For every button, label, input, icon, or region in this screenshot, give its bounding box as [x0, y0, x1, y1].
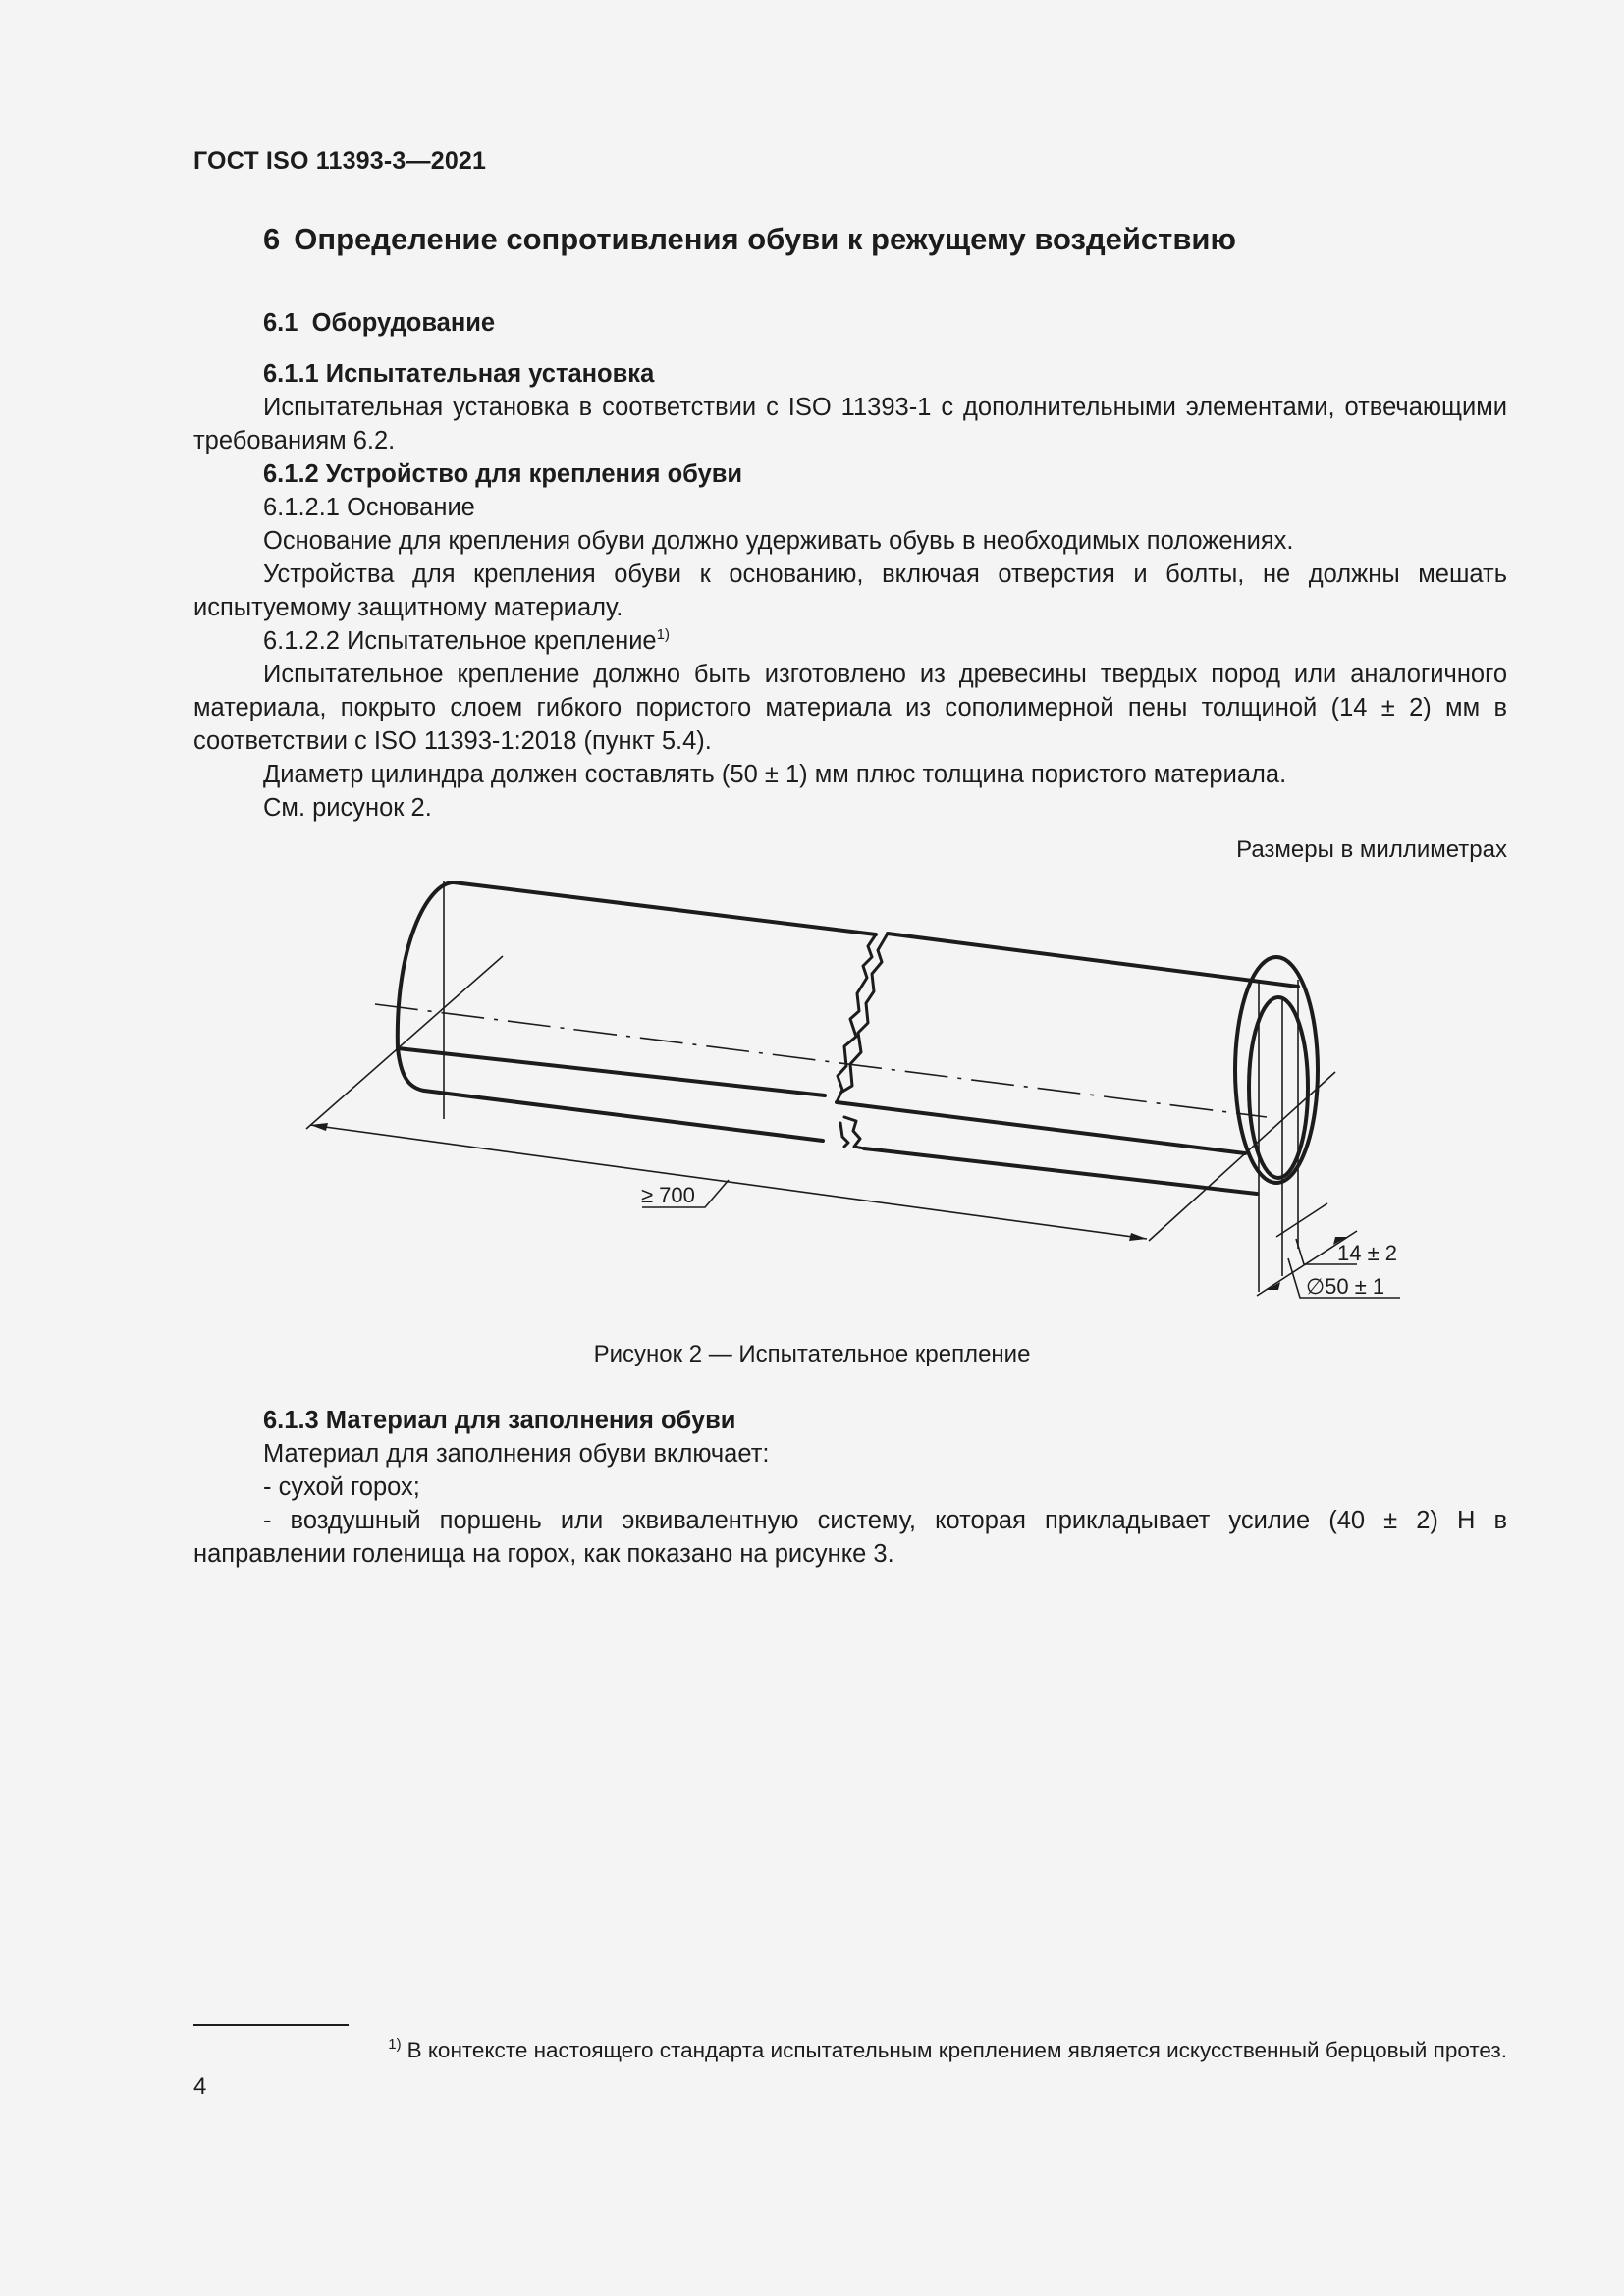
- body-text-lower: [193, 1404, 1507, 1571]
- clause-heading-6-1-2-1: 6.1.2.1 Основание: [263, 494, 475, 521]
- dimension-line-thickness: [1276, 1203, 1327, 1237]
- running-header: ГОСТ ISO 11393-3—2021: [193, 147, 487, 175]
- extension-line-left-diagonal: [306, 956, 503, 1129]
- clause-heading-6-1-2-2: [193, 624, 1507, 658]
- cylinder-left-upper-line: [398, 1048, 825, 1095]
- arrowhead-right: [1129, 1233, 1147, 1241]
- section-title: Определение сопротивления обуви к режущему воздействию: [294, 222, 1236, 256]
- footnote-text: В контексте настоящего стандарта испытательным креплением является искусственный берцовый протез.: [406, 2038, 1507, 2062]
- dimension-label-thickness: 14 ± 2: [1337, 1241, 1398, 1265]
- footnote-separator: [193, 2024, 349, 2026]
- units-note: Размеры в миллиметрах: [1236, 836, 1507, 863]
- paragraph-6-1-2-1-a: Основание для крепления обуви должно удерживать обувь в необходимых положениях.: [263, 527, 1294, 555]
- cylinder-bottom-edge-left: [424, 1091, 823, 1141]
- subsection-heading-6-1: [193, 306, 1507, 340]
- subsection-number: 6.1: [263, 309, 298, 337]
- break-line-lower-inner: [840, 1123, 848, 1147]
- paragraph-6-1-1: Испытательная установка в соответствии с ISO 11393-1 с дополнительными элементами, отвечающими требованиям 6.2.: [193, 394, 1507, 454]
- list-item-dry-peas: - сухой горох;: [263, 1473, 420, 1501]
- dimension-line-length: [310, 1125, 1147, 1239]
- figure-test-mount-drawing: [285, 864, 1424, 1315]
- clause-heading-6-1-2: 6.1.2 Устройство для крепления обуви: [263, 460, 743, 488]
- dimension-label-length: ≥ 700: [641, 1183, 695, 1207]
- section-heading: [263, 222, 1236, 257]
- clause-heading-text: 6.1.2.2 Испытательное крепление: [263, 627, 657, 655]
- dimension-label-diameter: ∅50 ± 1: [1306, 1274, 1385, 1299]
- paragraph-6-1-2-2-b: Диаметр цилиндра должен составлять (50 ± 1) мм плюс толщина пористого материала.: [263, 761, 1287, 788]
- footnote-mark: 1): [388, 2036, 402, 2053]
- clause-heading-6-1-1: 6.1.1 Испытательная установка: [263, 360, 655, 388]
- paragraph-6-1-2-1-b: Устройства для крепления обуви к основанию, включая отверстия и болты, не должны мешать испытуемому защитному материалу.: [193, 561, 1507, 621]
- cylinder-top-edge-right: [888, 934, 1298, 987]
- cylinder-right-end-inner: [1249, 997, 1308, 1178]
- figure-reference: См. рисунок 2.: [263, 794, 432, 822]
- list-item-air-piston: - воздушный поршень или эквивалентную систему, которая прикладывает усилие (40 ± 2) Н в направлении голенища на горох, как показано на рисунке 3.: [193, 1507, 1507, 1568]
- cylinder-bottom-edge-right: [864, 1148, 1257, 1194]
- figure-caption: Рисунок 2 — Испытательное крепление: [593, 1341, 1031, 1367]
- cylinder-top-edge-left: [454, 882, 876, 934]
- cylinder-left-end: [398, 882, 454, 1091]
- body-text-upper: [193, 306, 1507, 825]
- page-number: 4: [193, 2073, 207, 2100]
- paragraph-6-1-2-2-a: Испытательное крепление должно быть изготовлено из древесины твердых пород или аналогичного материала, покрыто слоем гибкого пористого материала из сополимерной пены толщиной (14 ± 2) мм в соответствии с ISO 11393-1:2018 (пункт 5.4).: [193, 661, 1507, 755]
- cylinder-right-upper-line: [837, 1102, 1245, 1153]
- arrowhead-left: [310, 1123, 328, 1131]
- arrowhead-diameter-a: [1267, 1282, 1280, 1290]
- clause-heading-6-1-3: 6.1.3 Материал для заполнения обуви: [263, 1407, 736, 1434]
- footnote-reference[interactable]: 1): [656, 626, 670, 643]
- break-line-upper: [837, 934, 876, 1102]
- section-number: 6: [263, 222, 281, 256]
- footnote: [193, 2028, 1507, 2067]
- paragraph-6-1-3-intro: Материал для заполнения обуви включает:: [263, 1440, 770, 1468]
- extension-line-right-diagonal: [1149, 1072, 1335, 1241]
- subsection-title: Оборудование: [311, 309, 496, 337]
